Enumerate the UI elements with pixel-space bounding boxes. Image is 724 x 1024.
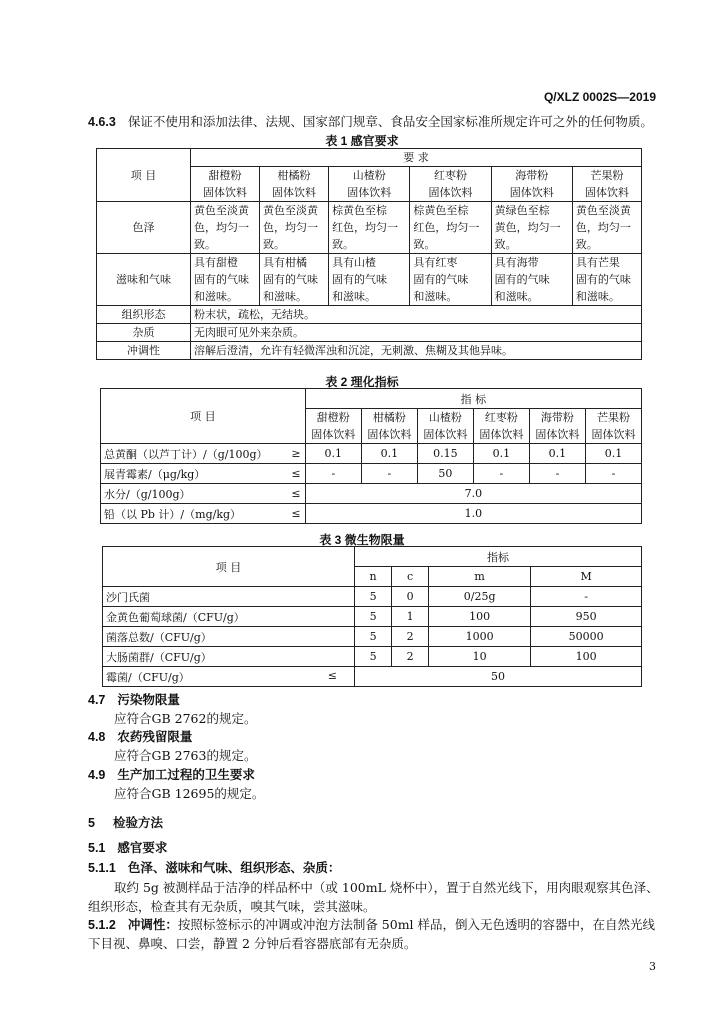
section-number: 5.1.1 bbox=[88, 861, 116, 875]
table-cell: - bbox=[531, 587, 642, 607]
table1-caption: 表 1 感官要求 bbox=[325, 134, 399, 148]
product-header: 红枣粉 固体饮料 bbox=[473, 409, 529, 444]
column-header: c bbox=[392, 567, 429, 587]
table-cell: - bbox=[585, 464, 641, 484]
row-label: 霉菌/（CFU/g） ≤ bbox=[103, 667, 355, 687]
column-header: M bbox=[531, 567, 642, 587]
table-row bbox=[97, 254, 642, 306]
section-title: 冲调性： bbox=[127, 918, 178, 932]
table-row bbox=[103, 607, 642, 627]
table-cell: 5 bbox=[355, 627, 392, 647]
section-number: 4.9 bbox=[88, 768, 106, 782]
table-cell: 50 bbox=[355, 667, 642, 687]
product-header: 芒果粉 固体饮料 bbox=[585, 409, 641, 444]
table-cell: 5 bbox=[355, 587, 392, 607]
table-row bbox=[103, 587, 642, 607]
table-row bbox=[103, 627, 642, 647]
table-cell: 0.1 bbox=[361, 444, 417, 464]
row-label: 杂质 bbox=[97, 324, 191, 342]
section-title: 生产加工过程的卫生要求 bbox=[117, 768, 255, 782]
product-header: 山楂粉 固体饮料 bbox=[417, 409, 473, 444]
table-cell: 50 bbox=[417, 464, 473, 484]
row-label: 水分/（g/100g） bbox=[101, 484, 288, 504]
requirement-header: 要 求 bbox=[191, 149, 642, 167]
physicochemical-table bbox=[100, 388, 642, 524]
table-cell: 具有海带 固有的气味 和滋味。 bbox=[491, 254, 572, 306]
table-row bbox=[97, 342, 642, 360]
section-title: 农药残留限量 bbox=[117, 730, 193, 744]
clause-text: 保证不使用和添加法律、法规、国家部门规章、食品安全国家标准所规定许可之外的任何物质。 bbox=[127, 114, 653, 129]
sensory-table bbox=[96, 148, 642, 360]
table-cell: 棕黄色至棕 红色，均匀一 致。 bbox=[329, 202, 410, 254]
table-row bbox=[103, 667, 642, 687]
product-header: 甜橙粉 固体饮料 bbox=[191, 167, 260, 202]
row-label: 大肠菌群/（CFU/g） bbox=[103, 647, 355, 667]
section-5-1 bbox=[88, 838, 167, 856]
row-label: 冲调性 bbox=[97, 342, 191, 360]
table-cell: 1000 bbox=[429, 627, 531, 647]
section-number: 5.1.2 bbox=[88, 918, 116, 932]
table-cell: 无肉眼可见外来杂质。 bbox=[191, 324, 642, 342]
table-cell: 0/25g bbox=[429, 587, 531, 607]
table-cell: 0 bbox=[392, 587, 429, 607]
section-number: 4.7 bbox=[88, 693, 106, 707]
product-header: 海带粉 固体饮料 bbox=[529, 409, 585, 444]
section-title: 感官要求 bbox=[117, 841, 168, 855]
section-4-7 bbox=[88, 690, 180, 708]
product-header: 红枣粉 固体饮料 bbox=[410, 167, 491, 202]
column-header: n bbox=[355, 567, 392, 587]
section-4-8 bbox=[88, 727, 192, 745]
table-row bbox=[103, 647, 642, 667]
section-title: 污染物限量 bbox=[117, 693, 180, 707]
section-5 bbox=[88, 813, 163, 831]
row-label: 沙门氏菌 bbox=[103, 587, 355, 607]
section-body: 按照标签标示的冲调或冲泡方法制备 50ml 样品，倒入无色透明的容器中，在自然光线 bbox=[177, 917, 656, 932]
table-cell: 950 bbox=[531, 607, 642, 627]
row-label: 总黄酮（以芦丁计）/（g/100g） bbox=[101, 444, 288, 464]
table-header-row bbox=[101, 389, 642, 409]
table-cell: 具有甜橙 固有的气味 和滋味。 bbox=[191, 254, 260, 306]
microbial-table bbox=[102, 546, 642, 687]
row-label: 组织形态 bbox=[97, 306, 191, 324]
row-label: 色泽 bbox=[97, 202, 191, 254]
section-5-1-1-body-2: 组织形态，检查其有无杂质，嗅其气味，尝其滋味。 bbox=[88, 899, 376, 914]
row-label: 展青霉素/（μg/kg） bbox=[101, 464, 288, 484]
table-cell: 2 bbox=[392, 627, 429, 647]
section-title: 检验方法 bbox=[112, 816, 163, 830]
item-header: 项 目 bbox=[97, 149, 191, 202]
table-cell: 棕黄色至棕 红色，均匀一 致。 bbox=[410, 202, 491, 254]
table-cell: 黄绿色至棕 黄色，均匀一 致。 bbox=[491, 202, 572, 254]
product-header: 芒果粉 固体饮料 bbox=[572, 167, 641, 202]
item-header: 项 目 bbox=[101, 389, 306, 444]
table-cell: 7.0 bbox=[305, 484, 641, 504]
product-header: 山楂粉 固体饮料 bbox=[329, 167, 410, 202]
standard-code: Q/XLZ 0002S—2019 bbox=[543, 90, 656, 104]
table-cell: 100 bbox=[531, 647, 642, 667]
table-row bbox=[101, 484, 642, 504]
column-header: m bbox=[429, 567, 531, 587]
table2-caption: 表 2 理化指标 bbox=[325, 375, 399, 389]
section-5-1-2 bbox=[88, 915, 655, 933]
table-cell: 100 bbox=[429, 607, 531, 627]
page-number: 3 bbox=[649, 960, 656, 973]
item-header: 项 目 bbox=[103, 547, 355, 587]
table-cell: 具有芒果 固有的气味 和滋味。 bbox=[572, 254, 641, 306]
section-4-8-body: 应符合GB 2763的规定。 bbox=[114, 748, 257, 763]
section-title: 色泽、滋味和气味、组织形态、杂质： bbox=[127, 861, 341, 875]
row-label: 金黄色葡萄球菌/（CFU/g） bbox=[103, 607, 355, 627]
table-cell: 0.1 bbox=[473, 444, 529, 464]
section-4-7-body: 应符合GB 2762的规定。 bbox=[114, 711, 257, 726]
table-cell: 10 bbox=[429, 647, 531, 667]
section-number: 5.1 bbox=[88, 841, 106, 855]
table-cell: 黄色至淡黄 色，均匀一 致。 bbox=[572, 202, 641, 254]
table-cell: 具有红枣 固有的气味 和滋味。 bbox=[410, 254, 491, 306]
table-cell: 具有山楂 固有的气味 和滋味。 bbox=[329, 254, 410, 306]
table-cell: 黄色至淡黄 色，均匀一 致。 bbox=[260, 202, 329, 254]
clause-number: 4.6.3 bbox=[88, 115, 116, 129]
table-cell: - bbox=[473, 464, 529, 484]
table-cell: - bbox=[361, 464, 417, 484]
table-row bbox=[97, 306, 642, 324]
table-row bbox=[97, 324, 642, 342]
index-header: 指 标 bbox=[305, 389, 641, 409]
operator: ≤ bbox=[287, 464, 305, 484]
table-cell: 1.0 bbox=[305, 504, 641, 524]
table-cell: 50000 bbox=[531, 627, 642, 647]
section-4-9 bbox=[88, 765, 255, 783]
product-header: 柑橘粉 固体饮料 bbox=[260, 167, 329, 202]
product-header: 柑橘粉 固体饮料 bbox=[361, 409, 417, 444]
table-row bbox=[97, 202, 642, 254]
section-4-9-body: 应符合GB 12695的规定。 bbox=[114, 786, 265, 801]
table-cell: 0.1 bbox=[585, 444, 641, 464]
section-5-1-2-body-2: 下目视、鼻嗅、口尝，静置 2 分钟后看容器底部有无杂质。 bbox=[88, 936, 417, 951]
index-header: 指标 bbox=[355, 547, 642, 567]
table-cell: 具有柑橘 固有的气味 和滋味。 bbox=[260, 254, 329, 306]
section-5-1-1 bbox=[88, 858, 340, 876]
table-cell: 黄色至淡黄 色，均匀一 致。 bbox=[191, 202, 260, 254]
table-cell: - bbox=[529, 464, 585, 484]
table-cell: 1 bbox=[392, 607, 429, 627]
table-row bbox=[101, 444, 642, 464]
operator: ≤ bbox=[287, 484, 305, 504]
row-label: 铅（以 Pb 计）/（mg/kg） bbox=[101, 504, 288, 524]
table-header-row bbox=[103, 547, 642, 567]
table-row bbox=[101, 504, 642, 524]
table-cell: 5 bbox=[355, 607, 392, 627]
table-header-row bbox=[97, 149, 642, 167]
operator: ≤ bbox=[287, 504, 305, 524]
clause-4-6-3 bbox=[88, 112, 653, 130]
product-header: 海带粉 固体饮料 bbox=[491, 167, 572, 202]
table-cell: - bbox=[305, 464, 361, 484]
table-cell: 粉末状，疏松，无结块。 bbox=[191, 306, 642, 324]
operator: ≥ bbox=[287, 444, 305, 464]
table-cell: 0.1 bbox=[529, 444, 585, 464]
table-cell: 5 bbox=[355, 647, 392, 667]
table-cell: 2 bbox=[392, 647, 429, 667]
table-row bbox=[101, 464, 642, 484]
section-5-1-1-body-1: 取约 5g 被测样品于洁净的样品杯中（或 100mL 烧杯中），置于自然光线下，用肉眼观察其色泽、 bbox=[114, 880, 659, 895]
row-label: 滋味和气味 bbox=[97, 254, 191, 306]
row-label: 菌落总数/（CFU/g） bbox=[103, 627, 355, 647]
table-cell: 0.1 bbox=[305, 444, 361, 464]
section-number: 4.8 bbox=[88, 730, 106, 744]
section-number: 5 bbox=[88, 816, 95, 830]
operator: ≤ bbox=[327, 668, 337, 682]
table-cell: 0.15 bbox=[417, 444, 473, 464]
table-cell: 溶解后澄清，允许有轻微浑浊和沉淀，无刺激、焦糊及其他异味。 bbox=[191, 342, 642, 360]
product-header: 甜橙粉 固体饮料 bbox=[305, 409, 361, 444]
table3-caption: 表 3 微生物限量 bbox=[319, 533, 405, 547]
